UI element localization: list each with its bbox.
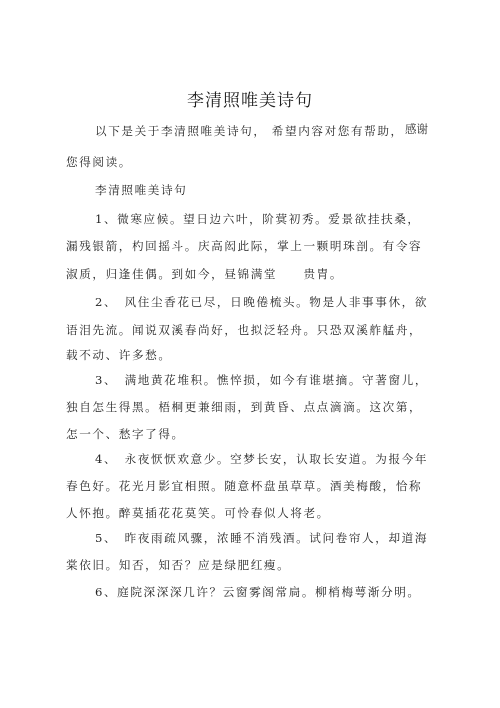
poem-line: 2、 风住尘香花已尽，日晚倦梳头。物是人非事事休，欲 [95, 295, 429, 309]
poem-line: 6、庭院深深深几许？云窗雾阁常扃。柳梢梅萼渐分明。 [95, 585, 421, 599]
intro-aside: 感谢 [405, 122, 428, 136]
poem-line: 4、 永夜恹恹欢意少。空梦长安，认取长安道。为报今年 [95, 452, 429, 466]
poem-line: 1、微寒应候。望日边六叶，阶蓂初秀。爱景欲挂扶桑， [95, 212, 421, 226]
poem-line: 春色好。花光月影宜相照。随意杯盘虽草草。酒美梅酸，恰称 [66, 479, 423, 493]
document-title: 李清照唯美诗句 [187, 91, 313, 111]
poem-line: 5、 昨夜雨疏风骤，浓睡不消残酒。试问卷帘人，却道海 [95, 531, 429, 545]
poem-line: 漏残银箭，杓回摇斗。庆高闳此际，掌上一颗明珠剖。有令容 [66, 239, 423, 253]
poem-line: 怎一个、愁字了得。 [66, 427, 185, 441]
poem-line: 棠依旧。知否，知否？应是绿肥红瘦。 [66, 558, 291, 572]
poem-line: 3、 满地黄花堆积。憔悴损，如今有谁堪摘。守著窗儿， [95, 373, 429, 387]
poem-line: 淑质，归逢佳偶。到如今，昼锦满堂 贵胄。 [66, 267, 344, 281]
poem-line: 独自怎生得黑。梧桐更兼细雨，到黄昏、点点滴滴。这次第， [66, 400, 423, 414]
poem-line: 人怀抱。醉莫插花花莫笑。可怜春似人将老。 [66, 506, 330, 520]
poem-line: 语泪先流。闻说双溪春尚好，也拟泛轻舟。只恐双溪舴艋舟， [66, 323, 423, 337]
section-subtitle: 李清照唯美诗句 [95, 183, 188, 197]
intro-line-2: 您得阅读。 [66, 155, 132, 169]
intro-line-1: 以下是关于李清照唯美诗句， 希望内容对您有帮助， [95, 124, 404, 138]
poem-line: 载不动、许多愁。 [66, 348, 172, 362]
